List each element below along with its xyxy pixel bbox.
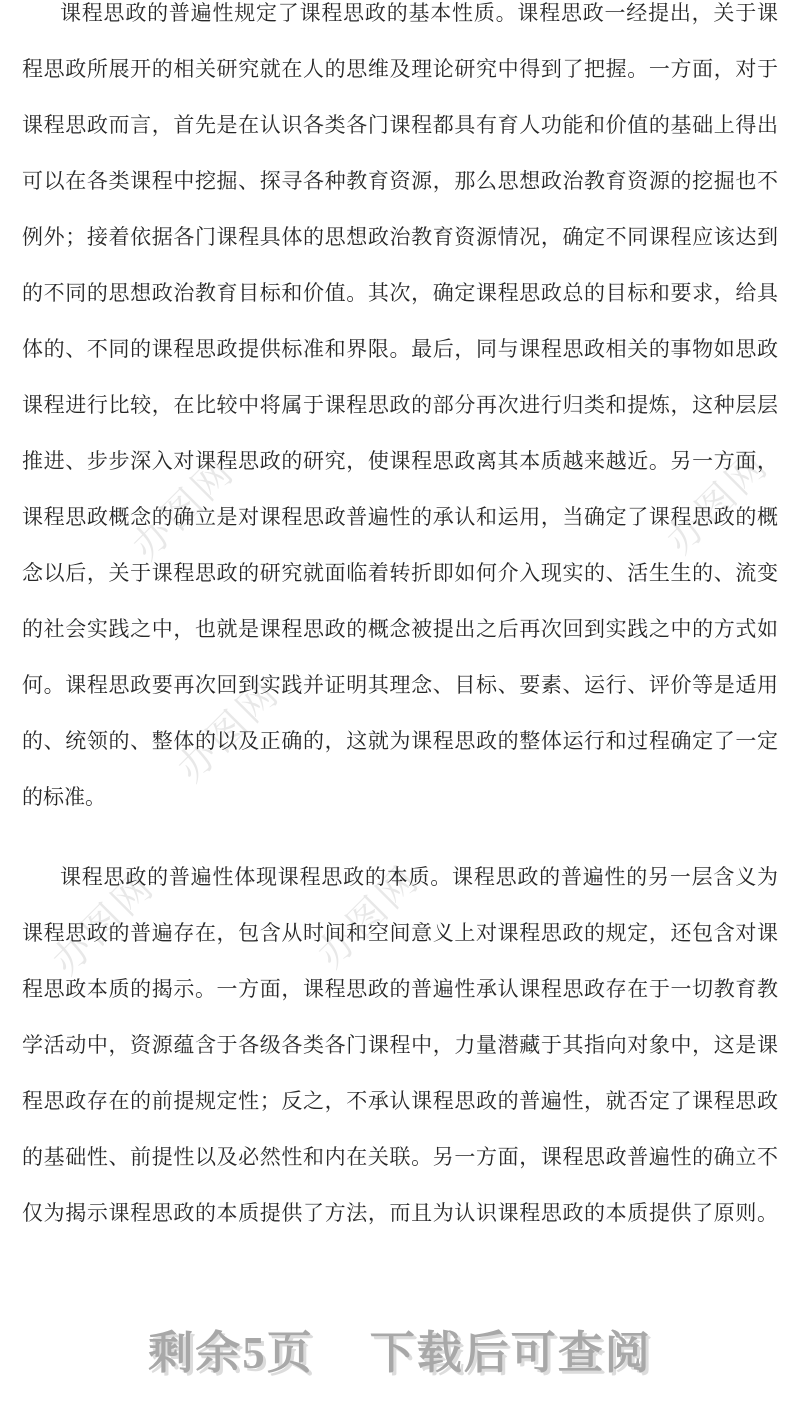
text-line: 课程思政的普遍性规定了课程思政的基本性质。课程思政一经提出，关于课 [60,2,778,25]
site-watermark: 办图网 [124,449,244,569]
text-line: 的社会实践之中，也就是课程思政的概念被提出之后再次回到实践之中的方式如 [22,618,778,641]
paragraph [22,0,778,826]
text-line: 的基础性、前提性以及必然性和内在关联。另一方面，课程思政普遍性的确立不 [22,1146,778,1169]
text-line: 课程思政的普遍性体现课程思政的本质。课程思政的普遍性的另一层含义为 [60,866,778,889]
text-line: 何。课程思政要再次回到实践并证明其理念、目标、要素、运行、评价等是适用 [22,674,778,697]
text-line: 程思政所展开的相关研究就在人的思维及理论研究中得到了把握。一方面，对于 [22,58,778,81]
text-line: 念以后，关于课程思政的研究就面临着转折即如何介入现实的、活生生的、流变 [22,562,778,585]
text-line: 程思政存在的前提规定性；反之，不承认课程思政的普遍性，就否定了课程思政 [22,1090,778,1113]
site-watermark: 办图网 [169,671,289,791]
site-watermark: 办图网 [44,864,164,984]
text-line: 课程思政而言，首先是在认识各类各门课程都具有育人功能和价值的基础上得出 [22,114,778,137]
text-line: 可以在各类课程中挖掘、探寻各种教育资源，那么思想政治教育资源的挖掘也不 [22,170,778,193]
text-line: 课程思政的普遍存在，包含从时间和空间意义上对课程思政的规定，还包含对课 [22,922,778,945]
paragraph [22,850,778,1242]
text-line: 仅为揭示课程思政的本质提供了方法，而且为认识课程思政的本质提供了原则。 [22,1202,778,1225]
text-line: 课程进行比较，在比较中将属于课程思政的部分再次进行归类和提炼，这种层层 [22,394,778,417]
text-line: 的不同的思想政治教育目标和价值。其次，确定课程思政总的目标和要求，给具 [22,282,778,305]
site-watermark: 办图网 [658,443,778,563]
document-body [22,0,778,1242]
text-line: 的、统领的、整体的以及正确的，这就为课程思政的整体运行和过程确定了一定 [22,730,778,753]
text-line: 体的、不同的课程思政提供标准和界限。最后，同与课程思政相关的事物如思政 [22,338,778,361]
preview-footer [0,1316,800,1381]
text-line: 推进、步步深入对课程思政的研究，使课程思政离其本质越来越近。另一方面， [22,450,778,473]
pages-remaining-label: 剩余5页 [148,1328,314,1378]
text-line: 学活动中，资源蕴含于各级各类各门课程中，力量潜藏于其指向对象中，这是课 [22,1034,778,1057]
text-line: 的标准。 [22,786,106,809]
text-line: 程思政本质的揭示。一方面，课程思政的普遍性承认课程思政存在于一切教育教 [22,978,778,1001]
site-watermark: 办图网 [309,857,429,977]
text-line: 例外；接着依据各门课程具体的思想政治教育资源情况，确定不同课程应该达到 [22,226,778,249]
text-line: 课程思政概念的确立是对课程思政普遍性的承认和运用，当确定了课程思政的概 [22,506,778,529]
download-hint-label: 下载后可查阅 [369,1328,652,1378]
